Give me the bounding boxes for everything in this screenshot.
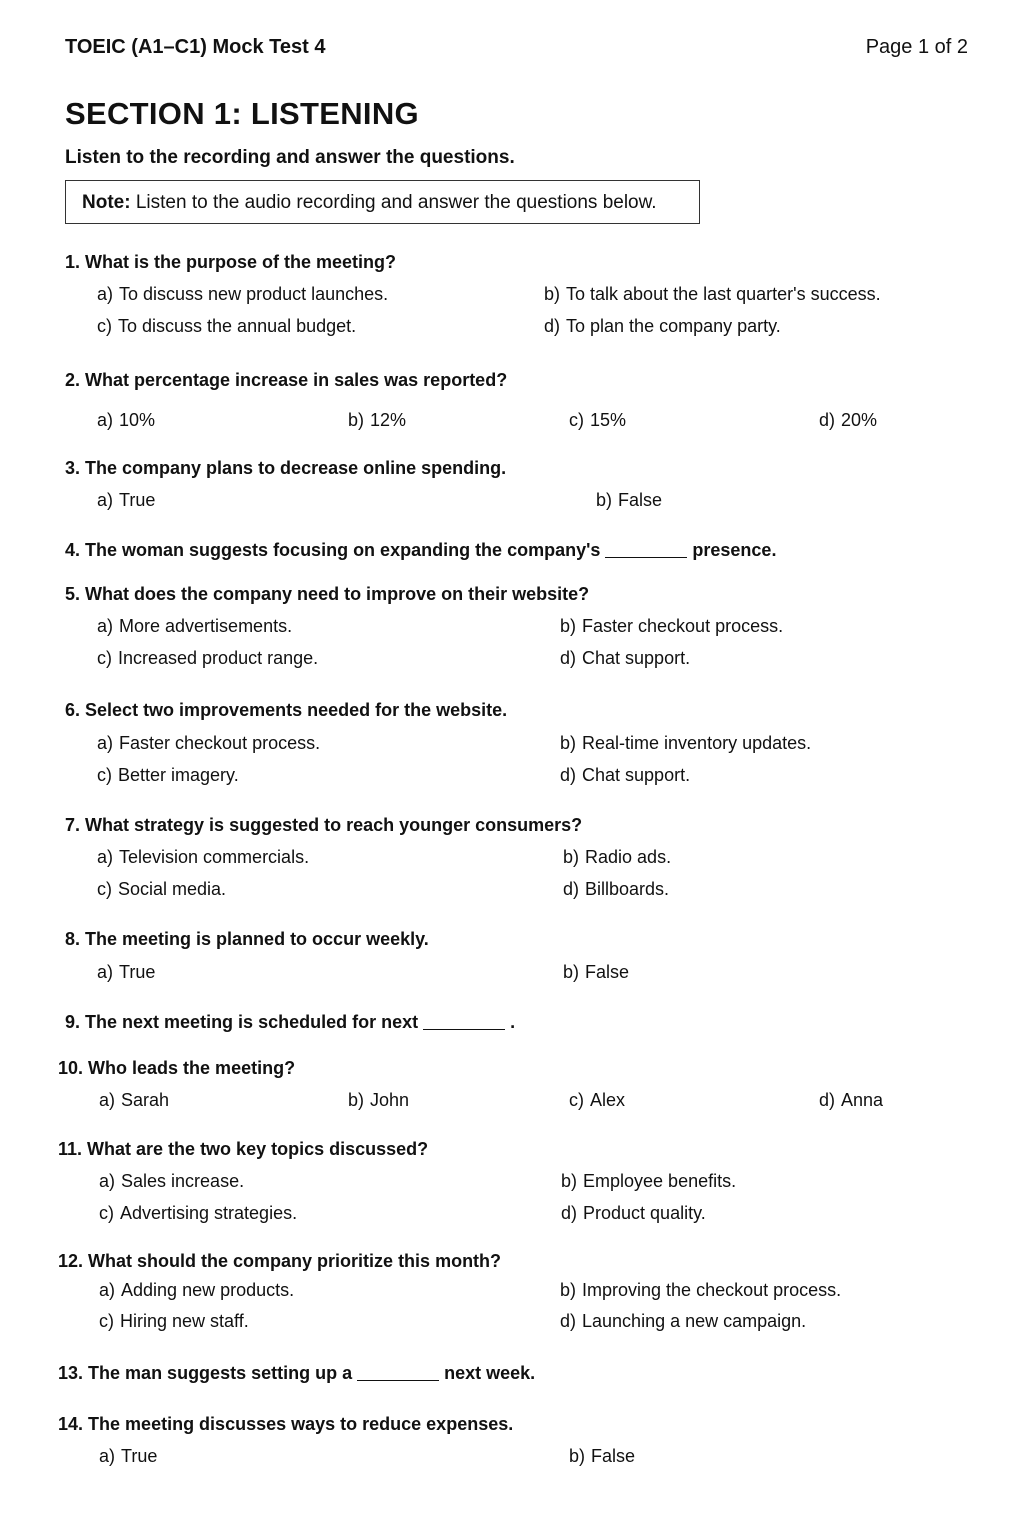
option-letter: b) — [348, 410, 365, 430]
option-text: John — [370, 1090, 410, 1110]
option-5d[interactable] — [560, 648, 690, 669]
option-11d[interactable] — [561, 1203, 706, 1224]
option-10a[interactable] — [99, 1090, 169, 1111]
document-title: TOEIC (A1–C1) Mock Test 4 — [65, 36, 326, 58]
option-6d[interactable] — [560, 765, 690, 786]
option-text: Better imagery. — [118, 765, 239, 785]
option-letter: a) — [97, 733, 114, 753]
option-letter: b) — [563, 847, 580, 867]
option-letter: a) — [97, 962, 114, 982]
question-text-end: next week. — [444, 1363, 536, 1383]
question-number: 4. — [65, 540, 81, 560]
option-text: Anna — [841, 1090, 884, 1110]
question-number: 10. — [58, 1058, 84, 1078]
question-10 — [58, 1058, 295, 1079]
option-text: False — [618, 490, 663, 510]
option-1b[interactable] — [544, 284, 881, 305]
option-8b[interactable] — [563, 962, 629, 983]
option-1d[interactable] — [544, 316, 781, 337]
option-text: Sarah — [121, 1090, 170, 1110]
question-text: The next meeting is scheduled for next — [85, 1012, 419, 1032]
option-text: To discuss the annual budget. — [118, 316, 357, 336]
question-number: 2. — [65, 370, 81, 390]
option-text: Launching a new campaign. — [582, 1311, 807, 1331]
question-text: What percentage increase in sales was reported? — [85, 370, 508, 390]
option-text: Product quality. — [583, 1203, 706, 1223]
option-text: Television commercials. — [119, 847, 310, 867]
option-text: True — [119, 962, 156, 982]
option-1c[interactable] — [97, 316, 356, 337]
option-6b[interactable] — [560, 733, 811, 754]
option-letter: a) — [99, 1280, 116, 1300]
option-5a[interactable] — [97, 616, 292, 637]
option-letter: a) — [97, 616, 114, 636]
option-letter: c) — [99, 1203, 114, 1223]
question-text-end: . — [510, 1012, 516, 1032]
option-text: 12% — [370, 410, 407, 430]
option-letter: b) — [563, 962, 580, 982]
option-2d[interactable] — [819, 410, 877, 431]
option-2b[interactable] — [348, 410, 406, 431]
option-letter: c) — [97, 316, 112, 336]
option-6c[interactable] — [97, 765, 239, 786]
option-letter: d) — [819, 410, 836, 430]
question-text: Who leads the meeting? — [88, 1058, 296, 1078]
option-8a[interactable] — [97, 962, 155, 983]
option-letter: c) — [99, 1311, 114, 1331]
option-text: Increased product range. — [118, 648, 319, 668]
question-3 — [65, 458, 506, 479]
option-14a[interactable] — [99, 1446, 157, 1467]
option-text: To talk about the last quarter's success. — [566, 284, 881, 304]
question-4 — [65, 540, 776, 561]
option-text: Advertising strategies. — [120, 1203, 298, 1223]
option-5b[interactable] — [560, 616, 783, 637]
option-letter: a) — [97, 410, 114, 430]
option-letter: a) — [97, 284, 114, 304]
question-text: What are the two key topics discussed? — [87, 1139, 429, 1159]
option-letter: b) — [560, 733, 577, 753]
option-text: 15% — [590, 410, 627, 430]
note-text: Listen to the audio recording and answer the questions below. — [130, 192, 657, 213]
question-11 — [58, 1139, 428, 1160]
option-letter: c) — [97, 879, 112, 899]
option-letter: d) — [544, 316, 561, 336]
option-letter: d) — [561, 1203, 578, 1223]
question-number: 9. — [65, 1012, 81, 1032]
question-13 — [58, 1363, 535, 1384]
question-7 — [65, 815, 582, 836]
option-6a[interactable] — [97, 733, 320, 754]
note-label: Note: — [82, 192, 131, 213]
option-text: More advertisements. — [119, 616, 293, 636]
answer-blank[interactable] — [423, 1013, 505, 1030]
option-7b[interactable] — [563, 847, 671, 868]
option-letter: c) — [97, 765, 112, 785]
option-12b[interactable] — [560, 1280, 841, 1301]
question-number: 7. — [65, 815, 81, 835]
option-letter: c) — [569, 1090, 584, 1110]
option-2c[interactable] — [569, 410, 626, 431]
option-text: Sales increase. — [121, 1171, 245, 1191]
question-number: 1. — [65, 252, 81, 272]
option-text: Adding new products. — [121, 1280, 295, 1300]
option-11c[interactable] — [99, 1203, 297, 1224]
question-2 — [65, 370, 507, 391]
option-letter: b) — [569, 1446, 586, 1466]
option-letter: b) — [596, 490, 613, 510]
option-text: To plan the company party. — [566, 316, 781, 336]
option-10d[interactable] — [819, 1090, 883, 1111]
option-text: False — [591, 1446, 636, 1466]
option-7a[interactable] — [97, 847, 309, 868]
question-number: 6. — [65, 700, 81, 720]
question-text: What does the company need to improve on their website? — [85, 584, 590, 604]
option-text: False — [585, 962, 630, 982]
question-number: 13. — [58, 1363, 84, 1383]
option-text: True — [119, 490, 156, 510]
option-14b[interactable] — [569, 1446, 635, 1467]
option-3a[interactable] — [97, 490, 155, 511]
question-text: The woman suggests focusing on expanding the company's — [85, 540, 601, 560]
question-text: What should the company prioritize this month? — [88, 1251, 502, 1271]
question-number: 11. — [58, 1139, 83, 1159]
option-letter: b) — [544, 284, 561, 304]
option-text: Social media. — [118, 879, 227, 899]
option-text: Chat support. — [582, 765, 691, 785]
question-number: 14. — [58, 1414, 84, 1434]
question-number: 3. — [65, 458, 81, 478]
option-letter: c) — [97, 648, 112, 668]
option-text: Real-time inventory updates. — [582, 733, 812, 753]
question-number: 12. — [58, 1251, 84, 1271]
section-instructions: Listen to the recording and answer the questions. — [65, 147, 515, 168]
option-letter: d) — [560, 648, 577, 668]
option-text: Hiring new staff. — [120, 1311, 249, 1331]
option-letter: a) — [99, 1446, 116, 1466]
option-text: To discuss new product launches. — [119, 284, 389, 304]
option-2a[interactable] — [97, 410, 155, 431]
question-text: The meeting discusses ways to reduce expenses. — [88, 1414, 514, 1434]
option-12d[interactable] — [560, 1311, 806, 1332]
option-10c[interactable] — [569, 1090, 625, 1111]
question-text: The man suggests setting up a — [88, 1363, 353, 1383]
option-letter: d) — [819, 1090, 836, 1110]
option-12c[interactable] — [99, 1311, 249, 1332]
option-10b[interactable] — [348, 1090, 409, 1111]
option-letter: d) — [563, 879, 580, 899]
option-1a[interactable] — [97, 284, 388, 305]
question-text: The company plans to decrease online spending. — [85, 458, 507, 478]
question-14 — [58, 1414, 513, 1435]
option-text: Employee benefits. — [583, 1171, 737, 1191]
option-letter: a) — [99, 1171, 116, 1191]
option-12a[interactable] — [99, 1280, 294, 1301]
option-letter: a) — [97, 490, 114, 510]
option-text: Faster checkout process. — [119, 733, 321, 753]
option-letter: d) — [560, 765, 577, 785]
option-7d[interactable] — [563, 879, 669, 900]
page-number: Page 1 of 2 — [865, 36, 968, 58]
option-letter: c) — [569, 410, 584, 430]
option-7c[interactable] — [97, 879, 226, 900]
question-text-end: presence. — [692, 540, 777, 560]
option-3b[interactable] — [596, 490, 662, 511]
option-letter: a) — [97, 847, 114, 867]
option-text: True — [121, 1446, 158, 1466]
answer-blank[interactable] — [357, 1364, 439, 1381]
option-text: Improving the checkout process. — [582, 1280, 842, 1300]
question-text: What is the purpose of the meeting? — [85, 252, 397, 272]
question-1 — [65, 252, 396, 273]
option-letter: a) — [99, 1090, 116, 1110]
note-box — [65, 180, 700, 224]
option-11b[interactable] — [561, 1171, 736, 1192]
option-text: Chat support. — [582, 648, 691, 668]
question-text: The meeting is planned to occur weekly. — [85, 929, 429, 949]
option-letter: b) — [561, 1171, 578, 1191]
question-5 — [65, 584, 589, 605]
answer-blank[interactable] — [605, 541, 687, 558]
question-number: 5. — [65, 584, 81, 604]
option-5c[interactable] — [97, 648, 318, 669]
option-letter: b) — [560, 1280, 577, 1300]
question-8 — [65, 929, 429, 950]
question-text: What strategy is suggested to reach younger consumers? — [85, 815, 583, 835]
option-text: 10% — [119, 410, 156, 430]
question-12 — [58, 1251, 501, 1272]
option-11a[interactable] — [99, 1171, 244, 1192]
option-text: 20% — [841, 410, 878, 430]
option-letter: b) — [560, 616, 577, 636]
option-text: Radio ads. — [585, 847, 672, 867]
question-6 — [65, 700, 507, 721]
option-text: Alex — [590, 1090, 626, 1110]
option-letter: b) — [348, 1090, 365, 1110]
section-title: SECTION 1: LISTENING — [65, 96, 419, 131]
option-text: Faster checkout process. — [582, 616, 784, 636]
option-letter: d) — [560, 1311, 577, 1331]
question-9 — [65, 1012, 515, 1033]
question-number: 8. — [65, 929, 81, 949]
question-text: Select two improvements needed for the website. — [85, 700, 508, 720]
option-text: Billboards. — [585, 879, 670, 899]
